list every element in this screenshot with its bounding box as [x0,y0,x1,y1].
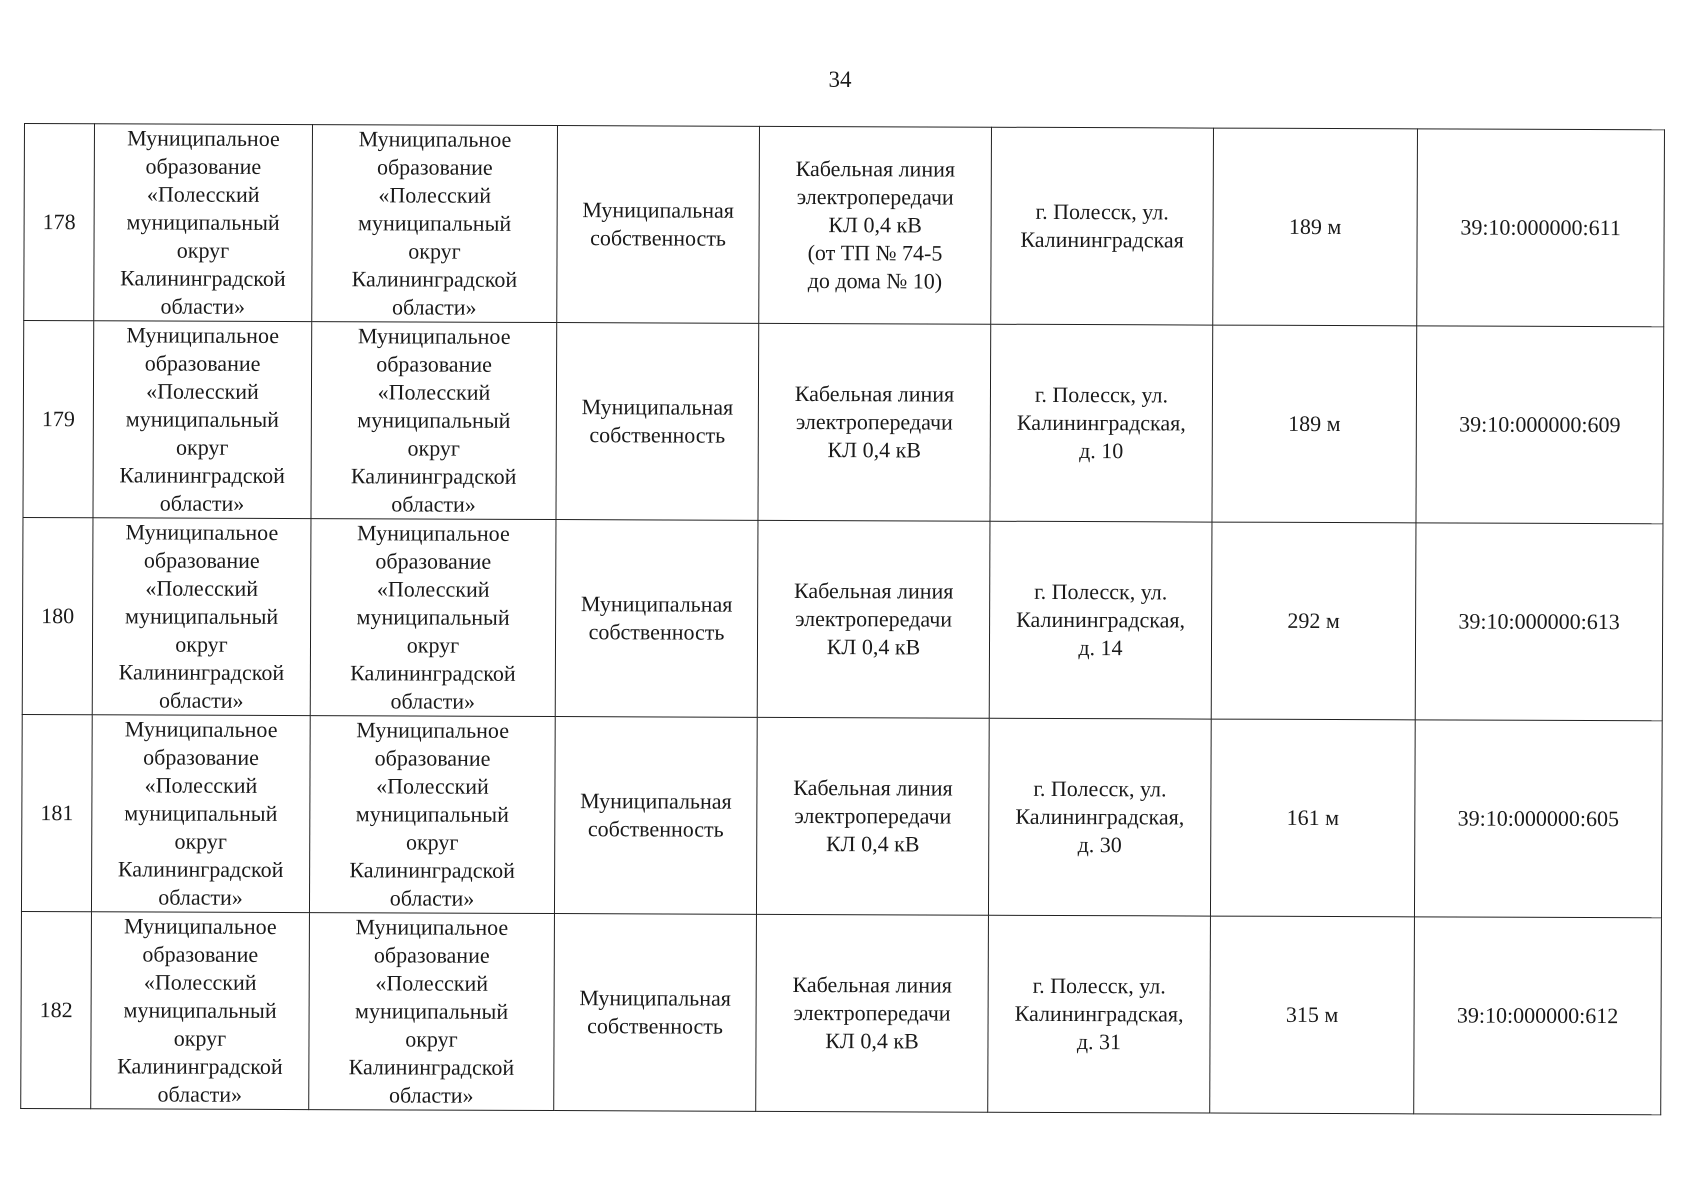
ownership-type-text: Муниципальная собственность [582,197,734,251]
table-row [24,124,1665,327]
address-cell [991,127,1214,325]
ownership-type-cell [554,914,757,1112]
object-name-cell [756,914,989,1112]
ownership-type-cell [555,520,758,718]
address-cell [990,324,1213,522]
owner-text: Муниципальное образование «Полесский муниципальный округ Калининградской области» [348,914,515,1108]
length-text: 292 м [1287,607,1340,634]
row-number-cell [22,517,93,714]
length-cell [1210,916,1415,1114]
cadastral-number-text: 39:10:000000:609 [1459,411,1621,438]
row-number: 179 [41,406,75,432]
owner-text: Муниципальное образование «Полесский муниципальный округ Калининградской области» [351,126,518,320]
row-number-cell [21,911,92,1108]
owner-text: Муниципальное образование «Полесский муниципальный округ Калининградской области» [350,323,517,517]
length-text: 189 м [1288,410,1341,437]
object-name-text: Кабельная линия электропередачи КЛ 0,4 кВ [793,577,954,660]
row-number-cell [21,714,92,911]
object-name-cell [759,126,992,324]
cadastral-number-cell [1414,917,1662,1115]
object-name-text: Кабельная линия электропередачи КЛ 0,4 кВ (от ТП № 74-5 до дома № 10) [795,155,956,294]
ownership-type-cell [556,323,759,521]
holder-cell [92,518,311,716]
ownership-type-cell [557,126,760,324]
object-name-cell [758,323,991,521]
address-text: г. Полесск, ул. Калининградская, д. 14 [1016,578,1186,661]
holder-text: Муниципальное образование «Полесский муниципальный округ Калининградской области» [118,519,285,713]
ownership-type-cell [554,717,757,915]
object-name-cell [757,520,990,718]
row-number: 178 [42,209,76,235]
owner-text: Муниципальное образование «Полесский муниципальный округ Калининградской области» [349,717,515,911]
address-cell [989,521,1212,719]
holder-text: Муниципальное образование «Полесский муниципальный округ Калининградской области» [117,913,283,1107]
cadastral-number-cell [1415,523,1663,721]
holder-text: Муниципальное образование «Полесский муниципальный округ Калининградской области» [117,716,284,910]
length-cell [1211,522,1416,720]
address-cell [988,915,1211,1113]
length-text: 189 м [1288,213,1342,240]
address-text: г. Полесск, ул. Калининградская [1020,198,1184,253]
length-cell [1212,325,1417,523]
cadastral-number-cell [1417,129,1665,327]
address-text: г. Полесск, ул. Калининградская, д. 10 [1016,381,1186,464]
cadastral-number-text: 39:10:000000:613 [1458,608,1620,635]
cadastral-number-text: 39:10:000000:611 [1460,214,1621,241]
object-name-text: Кабельная линия электропередачи КЛ 0,4 кВ [792,971,952,1054]
cadastral-number-text: 39:10:000000:612 [1456,1002,1619,1029]
owner-cell [309,913,555,1111]
address-text: г. Полесск, ул. Калининградская, д. 30 [1015,775,1185,858]
ownership-type-text: Муниципальная собственность [581,394,734,448]
length-text: 161 м [1286,804,1340,831]
owner-cell [310,519,556,717]
property-registry-table [20,123,1665,1115]
length-cell [1213,128,1418,326]
ownership-type-text: Муниципальная собственность [580,591,733,645]
table-row [21,911,1662,1114]
holder-text: Муниципальное образование «Полесский муниципальный округ Калининградской области» [120,125,286,319]
page-number: 34 [828,67,852,92]
holder-cell [91,715,310,913]
object-name-cell [756,717,989,915]
row-number-cell [23,321,94,518]
row-number: 181 [40,800,74,826]
holder-text: Муниципальное образование «Полесский муниципальный округ Калининградской области» [119,322,285,516]
holder-cell [93,321,312,519]
table-row [21,714,1662,917]
owner-cell [311,322,557,520]
row-number: 180 [41,603,75,629]
length-text: 315 м [1285,1001,1339,1028]
address-cell [988,718,1211,916]
table-row [22,517,1663,720]
row-number: 182 [39,997,73,1023]
cadastral-number-cell [1414,720,1662,918]
row-number-cell [24,124,95,321]
object-name-text: Кабельная линия электропередачи КЛ 0,4 кВ [794,380,955,463]
holder-cell [94,124,313,322]
owner-text: Муниципальное образование «Полесский муниципальный округ Калининградской области» [350,520,516,714]
address-text: г. Полесск, ул. Калининградская, д. 31 [1014,972,1184,1055]
cadastral-number-text: 39:10:000000:605 [1457,805,1620,832]
ownership-type-text: Муниципальная собственность [580,788,732,842]
holder-cell [91,912,310,1110]
owner-cell [309,716,555,914]
ownership-type-text: Муниципальная собственность [579,985,731,1039]
owner-cell [312,125,558,323]
table-row [23,321,1664,524]
object-name-text: Кабельная линия электропередачи КЛ 0,4 кВ [793,774,953,857]
length-cell [1210,719,1415,917]
cadastral-number-cell [1416,326,1664,524]
